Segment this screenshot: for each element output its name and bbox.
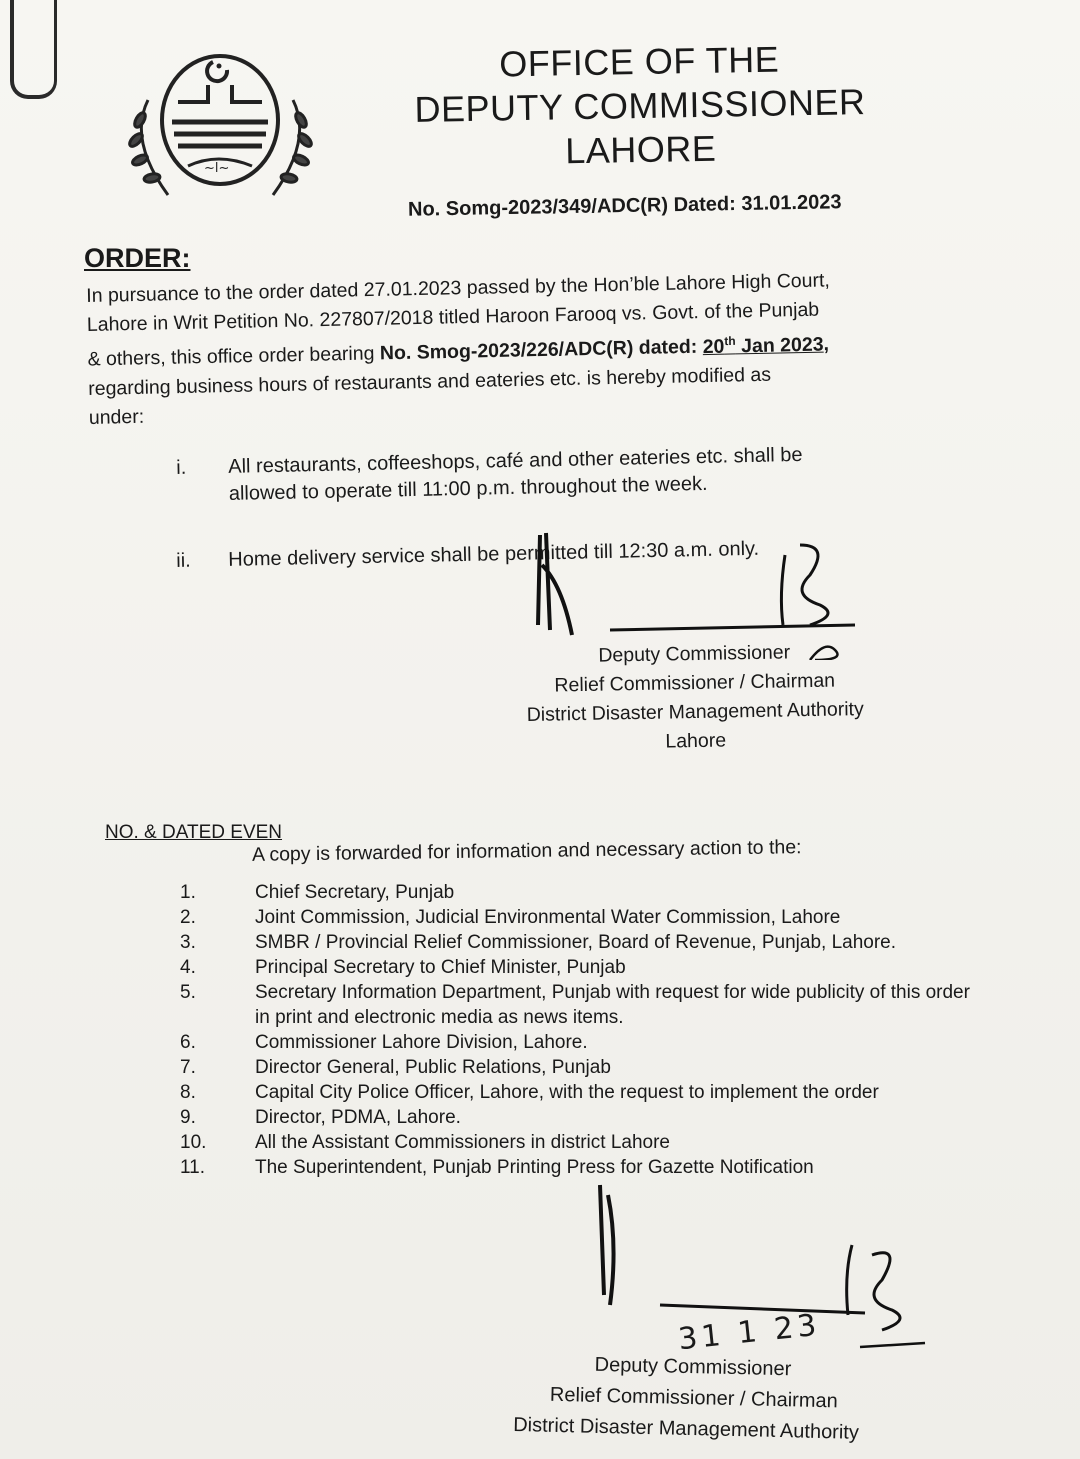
distribution-item	[180, 1105, 970, 1130]
paragraph-comma: ,	[823, 332, 830, 356]
distribution-item	[180, 1080, 970, 1105]
dated-even-heading: NO. & DATED EVEN	[105, 822, 283, 843]
reference-order-number: No. Smog-2023/226/ADC(R) dated:	[379, 335, 703, 365]
item-number: 2.	[180, 907, 196, 928]
paragraph-line: In pursuance to the order dated 27.01.2023 passed by the Hon’ble Lahore High Court,	[86, 269, 831, 307]
distribution-item	[180, 880, 970, 905]
punjab-emblem-icon	[118, 40, 323, 200]
item-text: Secretary Information Department, Punjab with request for wide publicity of this order in print and electronic media as news items.	[255, 982, 970, 1028]
order-paragraph	[86, 264, 929, 432]
date-suffix: th	[724, 333, 736, 348]
item-text: Commissioner Lahore Division, Lahore.	[255, 1032, 588, 1053]
header-line-3: LAHORE	[564, 127, 717, 172]
signature-2-designation	[513, 1348, 935, 1451]
item-text: Director, PDMA, Lahore.	[255, 1107, 461, 1128]
distribution-item	[180, 980, 970, 1030]
copy-forward-intro: A copy is forwarded for information and necessary action to the:	[251, 836, 802, 866]
distribution-item	[180, 1130, 970, 1155]
signature-1-designation	[479, 636, 911, 759]
distribution-item	[180, 1030, 970, 1055]
handwritten-date: 31 1 23	[676, 1307, 822, 1358]
item-number: 4.	[180, 957, 196, 978]
designation-line: Deputy Commissioner	[598, 641, 791, 667]
designation-line: District Disaster Management Authority	[526, 698, 864, 726]
header-line-2: DEPUTY COMMISSIONER	[414, 81, 866, 130]
distribution-item	[180, 905, 970, 930]
office-header	[399, 36, 881, 176]
date-day: 20	[702, 335, 725, 358]
item-text: The Superintendent, Punjab Printing Press for Gazette Notification	[255, 1157, 814, 1178]
designation-line: Lahore	[665, 729, 727, 753]
item-number: 6.	[180, 1032, 196, 1053]
distribution-item	[180, 930, 970, 955]
distribution-list	[180, 880, 970, 1180]
designation-line: Relief Commissioner / Chairman	[549, 1383, 838, 1413]
item-text: SMBR / Provincial Relief Commissioner, Board of Revenue, Punjab, Lahore.	[255, 932, 897, 953]
item-number: 1.	[180, 882, 196, 903]
item-number: 11.	[180, 1157, 206, 1178]
reference-order-date	[702, 333, 823, 358]
designation-line: Relief Commissioner / Chairman	[554, 669, 836, 697]
paragraph-text: & others, this office order bearing	[87, 342, 381, 371]
designation-line: District Disaster Management Authority	[513, 1413, 860, 1444]
paragraph-line: regarding business hours of restaurants and eateries etc. is hereby modified as	[88, 363, 772, 400]
paper-clip	[10, 0, 57, 99]
svg-text:~ا~: ~ا~	[204, 161, 230, 176]
item-number: 5.	[180, 982, 196, 1003]
item-text: Chief Secretary, Punjab	[255, 882, 455, 903]
item-text: Joint Commission, Judicial Environmental Water Commission, Lahore	[255, 907, 841, 928]
date-month-year: Jan 2023	[735, 333, 824, 357]
item-number: 7.	[180, 1057, 196, 1078]
item-number: 9.	[180, 1107, 196, 1128]
point-text: Home delivery service shall be permitted till 12:30 a.m. only.	[228, 537, 760, 571]
order-title: ORDER:	[84, 243, 191, 273]
item-text: Capital City Police Officer, Lahore, with the request to implement the order	[255, 1082, 879, 1103]
item-text: Director General, Public Relations, Punjab	[255, 1057, 611, 1078]
point-number: i.	[176, 456, 187, 479]
item-number: 3.	[180, 932, 196, 953]
designation-line: Deputy Commissioner	[594, 1353, 792, 1381]
item-text: Principal Secretary to Chief Minister, Punjab	[255, 957, 626, 978]
paragraph-line: Lahore in Writ Petition No. 227807/2018 titled Haroon Farooq vs. Govt. of the Punjab	[86, 298, 820, 336]
point-text: All restaurants, coffeeshops, café and other eateries etc. shall be allowed to operate till 11:00 p.m. throughout the week.	[228, 443, 803, 505]
item-number: 10.	[180, 1132, 207, 1153]
distribution-item	[180, 1055, 970, 1080]
item-text: All the Assistant Commissioners in district Lahore	[255, 1132, 670, 1153]
point-number: ii.	[176, 549, 191, 572]
distribution-item	[180, 955, 970, 980]
reference-number: No. Somg-2023/349/ADC(R) Dated: 31.01.2023	[407, 191, 842, 221]
header-line-1: OFFICE OF THE	[498, 38, 780, 85]
paragraph-line: under:	[88, 405, 145, 429]
item-number: 8.	[180, 1082, 196, 1103]
